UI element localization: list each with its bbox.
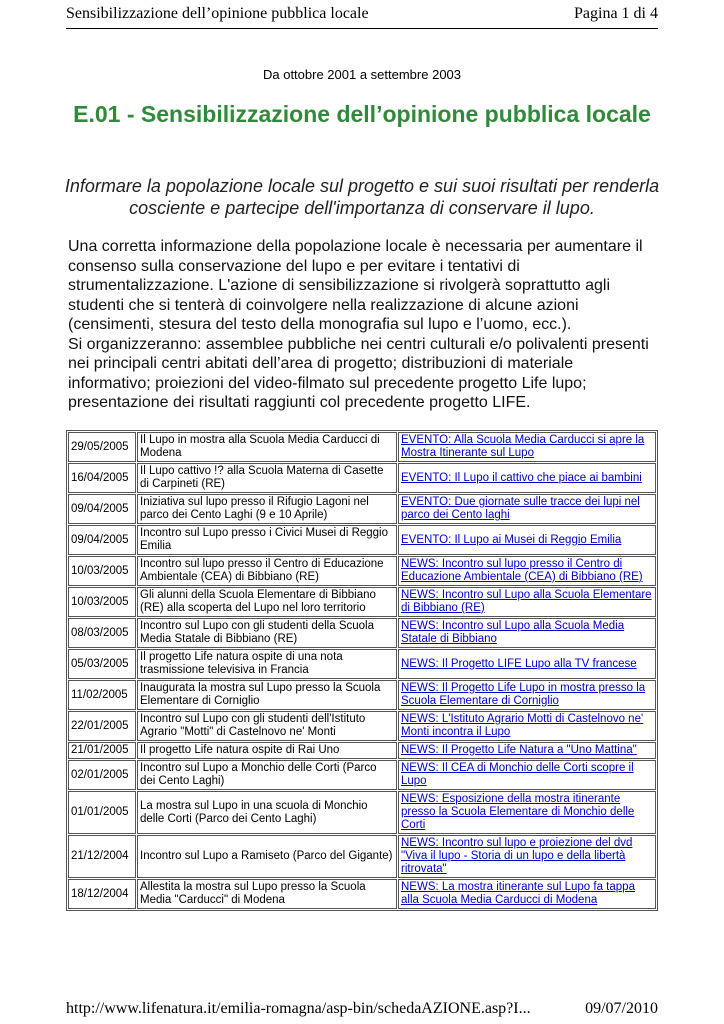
row-date: 29/05/2005 <box>68 432 136 462</box>
row-date: 02/01/2005 <box>68 760 136 790</box>
row-link[interactable]: EVENTO: Due giornate sulle tracce dei lupi nel parco dei Cento laghi <box>401 496 640 521</box>
row-link[interactable]: NEWS: La mostra itinerante sul Lupo fa tappa alla Scuola Media Carducci di Modena <box>401 881 635 906</box>
row-link-cell <box>398 742 656 759</box>
row-date: 10/03/2005 <box>68 587 136 617</box>
row-date: 18/12/2004 <box>68 879 136 909</box>
row-link[interactable]: NEWS: Incontro sul Lupo alla Scuola Media Statale di Bibbiano <box>401 620 625 645</box>
table-row <box>68 879 656 909</box>
row-date: 09/04/2005 <box>68 525 136 555</box>
print-footer <box>66 994 658 1024</box>
row-link[interactable]: NEWS: Incontro sul lupo presso il Centro di Educazione Ambientale (CEA) di Bibbiano (RE) <box>401 558 643 583</box>
table-row <box>68 742 656 759</box>
row-link[interactable]: NEWS: Il Progetto Life Natura a "Uno Mattina" <box>401 744 637 756</box>
row-link-cell <box>398 494 656 524</box>
table-row <box>68 649 656 679</box>
row-title: Il progetto Life natura ospite di una nota trasmissione televisiva in Francia <box>137 649 397 679</box>
row-title: Incontro sul lupo presso il Centro di Educazione Ambientale (CEA) di Bibbiano (RE) <box>137 556 397 586</box>
news-table-wrapper <box>66 430 658 964</box>
table-row <box>68 556 656 586</box>
table-row <box>68 432 656 462</box>
row-title: Incontro sul Lupo con gli studenti della Scuola Media Statale di Bibbiano (RE) <box>137 618 397 648</box>
row-link-cell <box>398 618 656 648</box>
row-link[interactable]: NEWS: L'Istituto Agrario Motti di Castelnovo ne' Monti incontra il Lupo <box>401 713 644 738</box>
row-link-cell <box>398 680 656 710</box>
row-title: Incontro sul Lupo a Monchio delle Corti (Parco dei Cento Laghi) <box>137 760 397 790</box>
row-link[interactable]: NEWS: Esposizione della mostra itinerante presso la Scuola Elementare di Monchio delle Corti <box>401 793 635 831</box>
row-link[interactable]: EVENTO: Il Lupo il cattivo che piace ai bambini <box>401 471 642 484</box>
date-range: Da ottobre 2001 a settembre 2003 <box>262 67 462 82</box>
table-row <box>68 680 656 710</box>
row-link-cell <box>398 587 656 617</box>
row-link[interactable]: NEWS: Incontro sul lupo e proiezione del dvd "Viva il lupo - Storia di un lupo e della libertà ritrovata" <box>401 837 633 875</box>
footer-date: 09/07/2010 <box>585 1000 658 1017</box>
description-paragraph: Una corretta informazione della popolazione locale è necessaria per aumentare il consenso sulla conservazione del lupo e per evitare i tentativi di strumentalizzazione. L'azione di sensibilizzazione si rivolgerà soprattutto agli studenti che si tenterà di coinvolgere nella realizzazione di alcune azioni (censimenti, stesura del testo della monografia sul lupo e l’uomo, ecc.). <box>68 238 643 333</box>
table-row <box>68 760 656 790</box>
row-title: Il Lupo in mostra alla Scuola Media Carducci di Modena <box>137 432 397 462</box>
row-title: Inaugurata la mostra sul Lupo presso la Scuola Elementare di Corniglio <box>137 680 397 710</box>
row-date: 21/12/2004 <box>68 835 136 878</box>
row-title: Incontro sul Lupo presso i Civici Musei di Reggio Emilia <box>137 525 397 555</box>
row-title: Gli alunni della Scuola Elementare di Bibbiano (RE) alla scoperta del Lupo nel loro territorio <box>137 587 397 617</box>
table-row <box>68 463 656 493</box>
row-link[interactable]: NEWS: Incontro sul Lupo alla Scuola Elementare di Bibbiano (RE) <box>401 589 652 614</box>
row-link[interactable]: EVENTO: Il Lupo ai Musei di Reggio Emilia <box>401 533 622 546</box>
row-title: Il progetto Life natura ospite di Rai Uno <box>137 742 397 759</box>
footer-url: http://www.lifenatura.it/emilia-romagna/asp-bin/schedaAZIONE.asp?I... <box>66 1000 531 1017</box>
table-row <box>68 587 656 617</box>
row-link-cell <box>398 835 656 878</box>
header-title: Sensibilizzazione dell’opinione pubblica locale <box>66 5 369 22</box>
row-date: 09/04/2005 <box>68 494 136 524</box>
table-row <box>68 791 656 834</box>
row-link-cell <box>398 760 656 790</box>
table-row <box>68 525 656 555</box>
row-date: 22/01/2005 <box>68 711 136 741</box>
row-date: 01/01/2005 <box>68 791 136 834</box>
row-title: La mostra sul Lupo in una scuola di Monchio delle Corti (Parco dei Cento Laghi) <box>137 791 397 834</box>
row-title: Allestita la mostra sul Lupo presso la Scuola Media "Carducci" di Modena <box>137 879 397 909</box>
row-title: Il Lupo cattivo !? alla Scuola Materna di Casette di Carpineti (RE) <box>137 463 397 493</box>
row-link-cell <box>398 432 656 462</box>
row-link[interactable]: NEWS: Il CEA di Monchio delle Corti scopre il Lupo <box>401 762 634 787</box>
row-link[interactable]: NEWS: Il Progetto Life Lupo in mostra presso la Scuola Elementare di Corniglio <box>401 682 646 707</box>
page-subtitle: Informare la popolazione locale sul progetto e sui suoi risultati per renderla cosciente e partecipe dell'importanza di conservare il lupo. <box>64 176 660 218</box>
row-link-cell <box>398 711 656 741</box>
news-table <box>66 430 658 911</box>
table-row <box>68 835 656 878</box>
row-link-cell <box>398 649 656 679</box>
row-date: 08/03/2005 <box>68 618 136 648</box>
row-title: Iniziativa sul lupo presso il Rifugio Lagoni nel parco dei Cento Laghi (9 e 10 Aprile) <box>137 494 397 524</box>
page-title: E.01 - Sensibilizzazione dell’opinione pubblica locale <box>73 101 651 127</box>
table-row <box>68 494 656 524</box>
row-link-cell <box>398 463 656 493</box>
row-date: 11/02/2005 <box>68 680 136 710</box>
row-title: Incontro sul Lupo a Ramiseto (Parco del Gigante) <box>137 835 397 878</box>
row-link-cell <box>398 556 656 586</box>
row-link[interactable]: EVENTO: Alla Scuola Media Carducci si apre la Mostra Itinerante sul Lupo <box>401 434 645 459</box>
print-header <box>66 0 658 29</box>
row-link[interactable]: NEWS: Il Progetto LIFE Lupo alla TV francese <box>401 657 637 670</box>
row-date: 16/04/2005 <box>68 463 136 493</box>
description-paragraph: Si organizzeranno: assemblee pubbliche nei centri culturali e/o polivalenti presenti nei principali centri abitati dell’area di progetto; distribuzioni di materiale informativo; proiezioni del video-filmato sul precedente progetto Life lupo; presentazione dei risultati raggiunti col precedente progetto LIFE. <box>68 335 649 411</box>
row-link-cell <box>398 879 656 909</box>
row-link-cell <box>398 525 656 555</box>
table-row <box>68 711 656 741</box>
table-row <box>68 618 656 648</box>
description <box>68 237 660 413</box>
row-date: 21/01/2005 <box>68 742 136 759</box>
row-link-cell <box>398 791 656 834</box>
row-date: 05/03/2005 <box>68 649 136 679</box>
row-date: 10/03/2005 <box>68 556 136 586</box>
page-number: Pagina 1 di 4 <box>574 5 658 22</box>
row-title: Incontro sul Lupo con gli studenti dell'Istituto Agrario "Motti" di Castelnovo ne' Monti <box>137 711 397 741</box>
